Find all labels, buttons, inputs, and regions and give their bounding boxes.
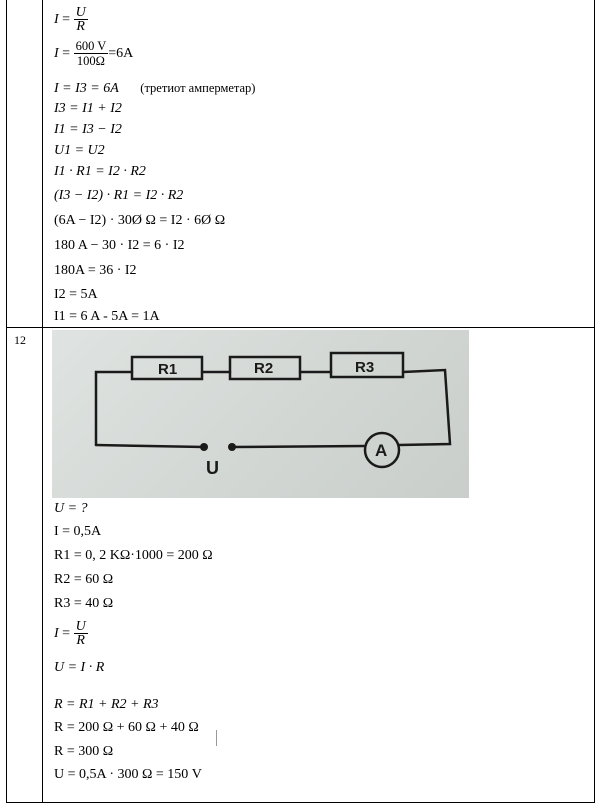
eq-parallel: I1 · R1 = I2 · R2 [54,164,146,179]
eq-i1-result: I1 = 6 A - 5A = 1A [54,309,160,324]
eq-given-r2: R2 = 60 Ω [54,572,114,587]
label-ammeter: A [375,441,388,460]
text-cursor [216,730,217,746]
eq-i1: I1 = I3 − I2 [54,122,122,137]
eq-voltages: U1 = U2 [54,143,105,158]
label-r2: R2 [254,360,274,377]
circuit-diagram-photo [52,330,469,498]
eq-combined: 180A = 36 · I2 [54,263,137,278]
eq-u-formula: U = I · R [54,660,105,675]
eq-substituted: (I3 − I2) · R1 = I2 · R2 [54,188,184,203]
eq-i3: I = I3 = 6A (третиот амперметар) [54,81,256,96]
terminal-right [228,443,236,451]
label-r1: R1 [158,361,178,378]
eq-i2-result: I2 = 5A [54,287,98,302]
eq-i3-sum: I3 = I1 + I2 [54,101,122,116]
label-source-u: U [206,458,219,478]
eq-final-voltage: U = 0,5A · 300 Ω = 150 V [54,767,202,782]
problem-number: 12 [14,333,26,347]
eq-expanded: 180 A − 30 · I2 = 6 · I2 [54,238,185,253]
eq-current-value: I = $\frac{600 V}{100\Omega}$ =6A [54,39,134,68]
eq-given-current: I = 0,5A [54,524,102,539]
eq-ohm-law-2: I = $\frac{U}{R}$ [54,619,86,648]
eq-ohm-law-1: I = $\frac{U}{R}$ [54,5,86,34]
eq-series-formula: R = R1 + R2 + R3 [54,697,159,712]
eq-total-resistance: R = 300 Ω [54,744,114,759]
column-divider [42,0,43,803]
eq-given-r1: R1 = 0, 2 KΩ·1000 = 200 Ω [54,548,213,563]
note-third-ammeter: (третиот амперметар) [140,81,256,95]
eq-given-r3: R3 = 40 Ω [54,596,114,611]
eq-unknown-u: U = ? [54,501,88,516]
eq-values: (6A − I2) · 30Ø Ω = I2 · 6Ø Ω [54,213,226,228]
label-r3: R3 [355,359,375,376]
circuit-diagram [52,330,469,498]
eq-series-values: R = 200 Ω + 60 Ω + 40 Ω [54,720,199,735]
terminal-left [200,443,208,451]
row-divider [6,327,595,328]
